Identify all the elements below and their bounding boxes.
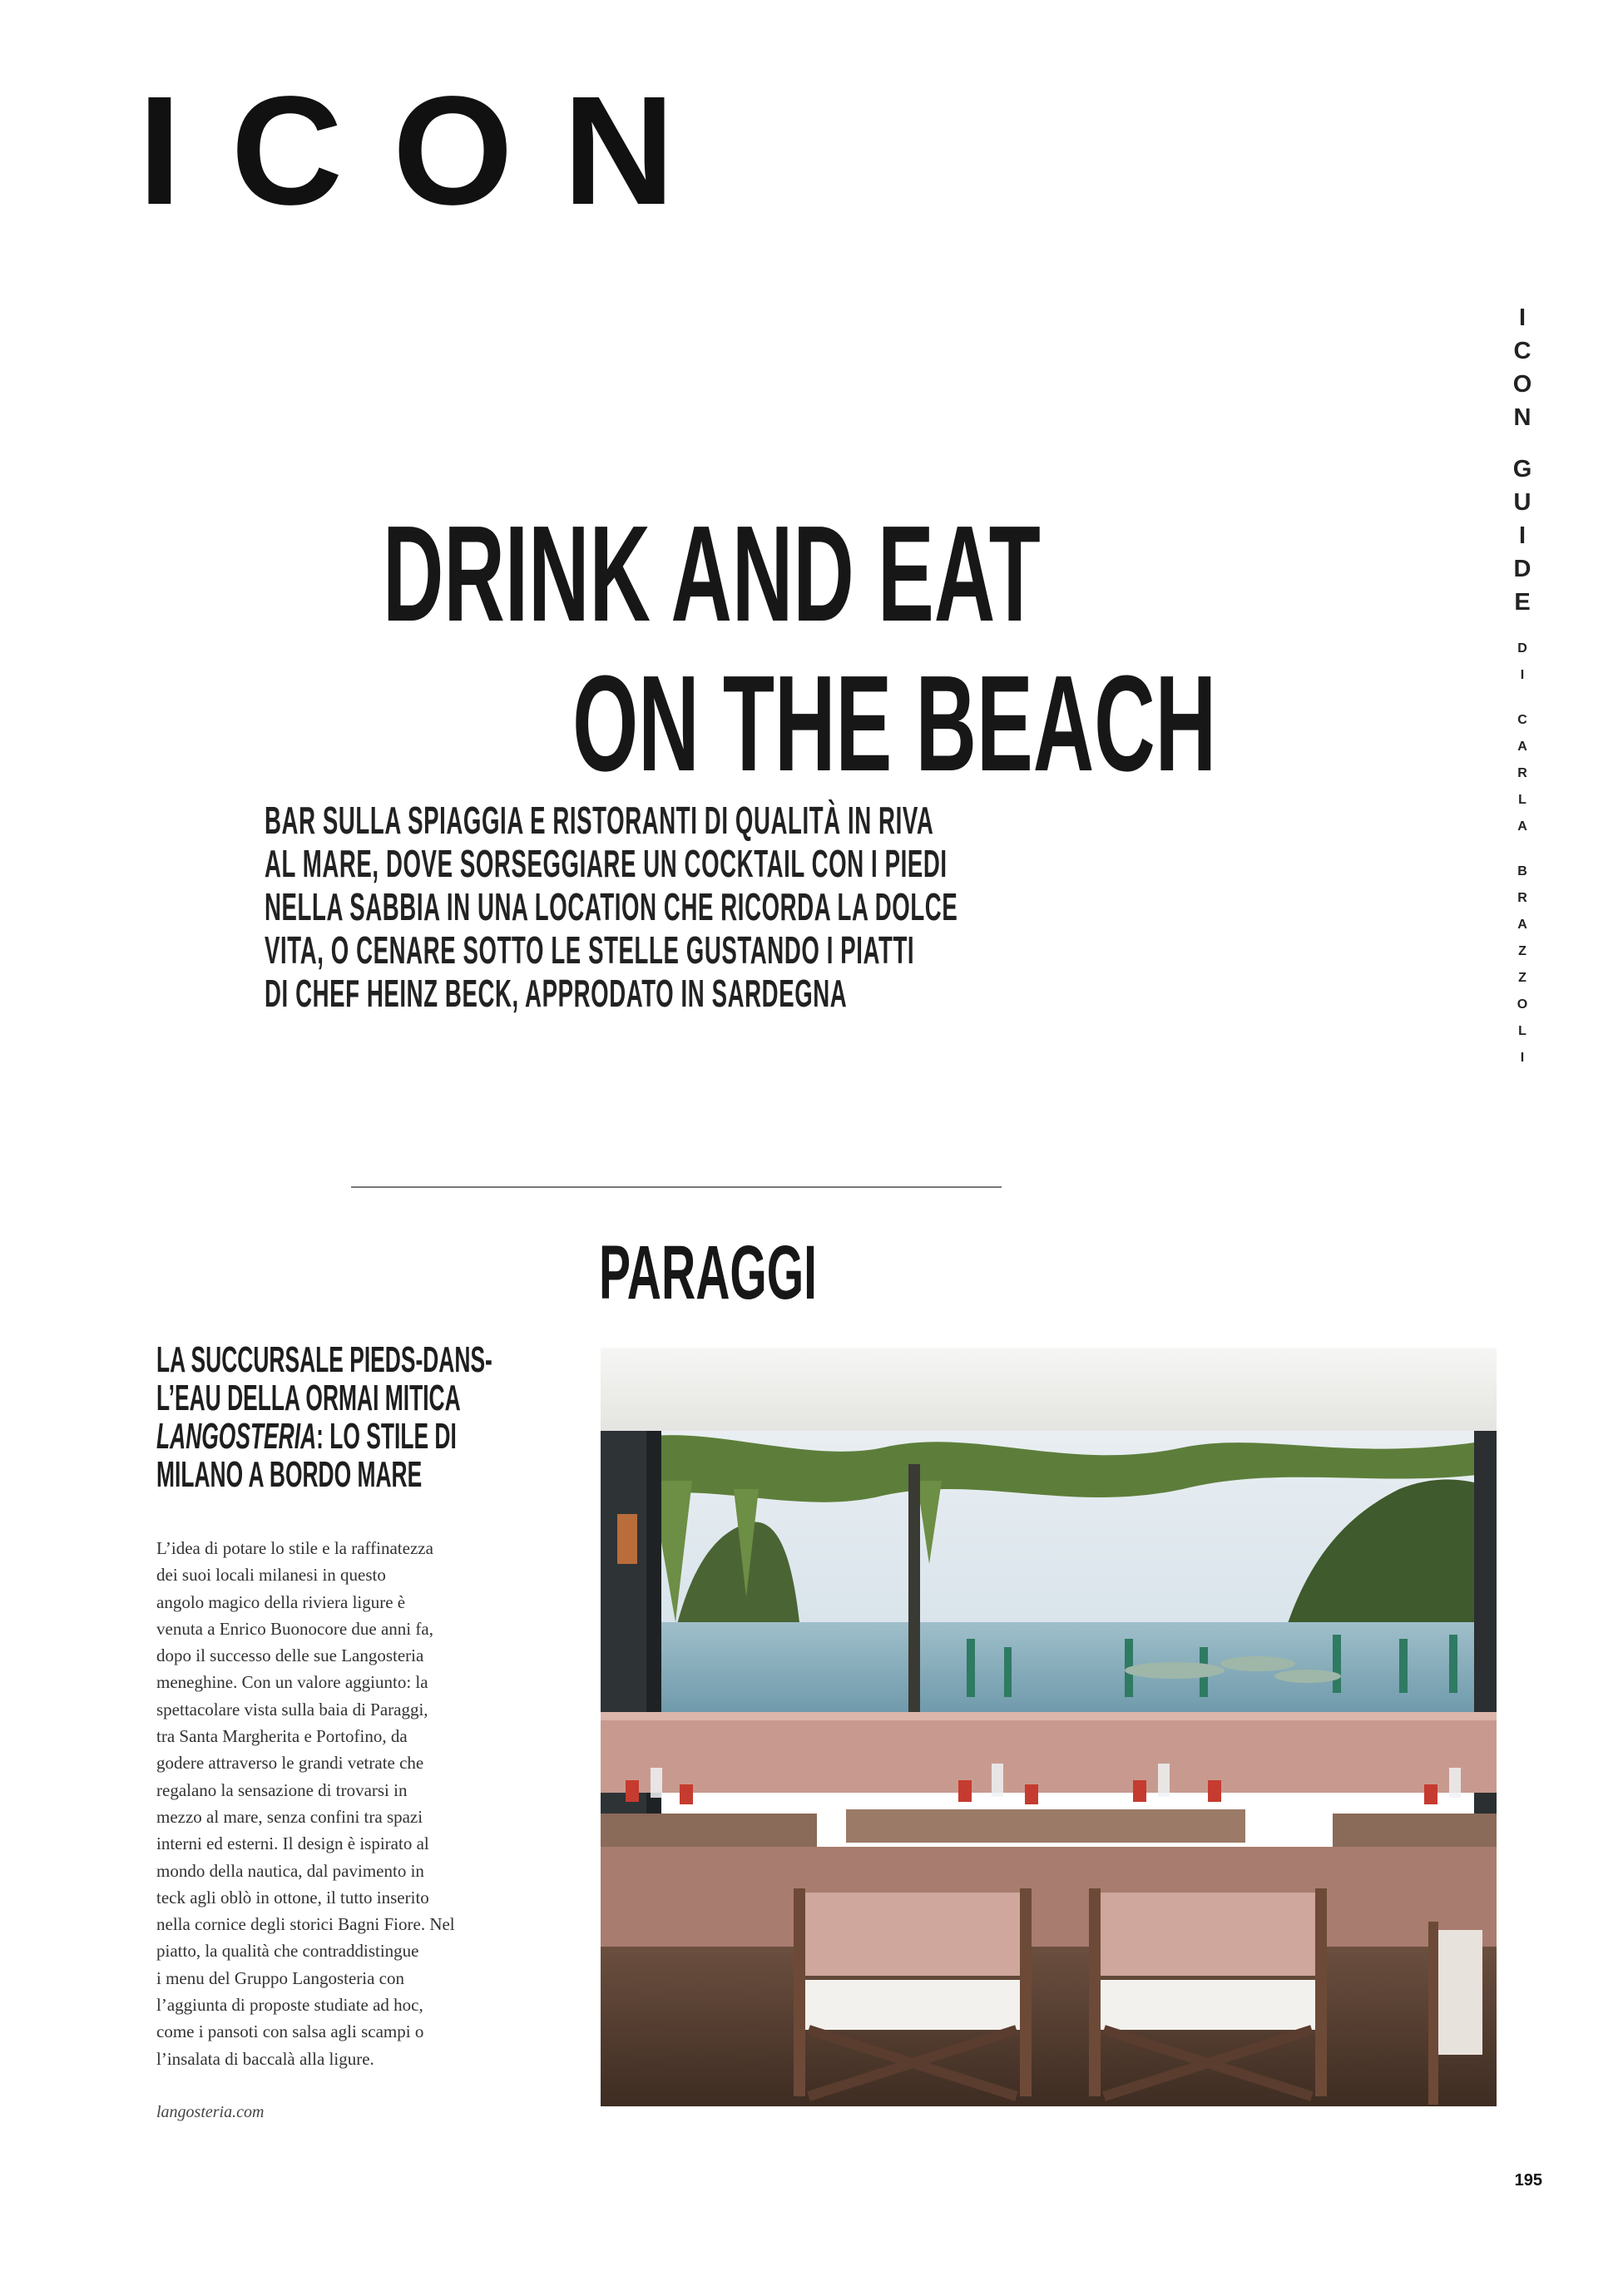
byline-letter: O (1517, 997, 1528, 1012)
side-letter: G (1512, 456, 1532, 482)
body-line: come i pansoti con salsa agli scampi o (156, 2021, 424, 2042)
intro-line: DI CHEF HEINZ BECK, APPRODATO IN SARDEGNA (265, 972, 848, 1015)
byline-letter: A (1517, 740, 1527, 754)
byline-letter: Z (1518, 944, 1527, 958)
section-title: PARAGGI (599, 1230, 817, 1315)
body-line: l’insalata di baccalà alla ligure. (156, 2048, 374, 2069)
body-copy (156, 1535, 547, 2072)
byline-letter: I (1520, 668, 1525, 682)
byline-letter: L (1518, 793, 1527, 807)
side-letter: I (1518, 304, 1527, 331)
lede-line: L’EAU DELLA ORMAI MITICA (156, 1378, 461, 1418)
page-number: 195 (1514, 2171, 1542, 2190)
byline-letter: A (1517, 819, 1527, 834)
banquette-top (601, 1712, 1497, 1720)
table-center (846, 1809, 1245, 1843)
magazine-masthead: ICON (138, 65, 725, 237)
lede-line (156, 1418, 556, 1456)
intro-line: BAR SULLA SPIAGGIA E RISTORANTI DI QUALITÀ IN RIVA (265, 799, 934, 842)
body-line: dei suoi locali milanesi in questo (156, 1565, 386, 1586)
byline-letter: I (1520, 1051, 1525, 1065)
table-right (1333, 1814, 1497, 1847)
byline-letter: A (1517, 918, 1527, 932)
side-letter: O (1512, 371, 1532, 398)
body-line: interni ed esterni. Il design è ispirato al (156, 1833, 429, 1854)
section-divider (351, 1186, 1002, 1188)
body-line: nella cornice degli storici Bagni Fiore. Nel (156, 1914, 455, 1935)
lede-restaurant-name: LANGOSTERIA (156, 1416, 317, 1457)
restaurant-photo (601, 1348, 1497, 2106)
vertical-section-label (1510, 306, 1535, 1078)
article-intro (265, 799, 1063, 1015)
lede-line: LA SUCCURSALE PIEDS-DANS- (156, 1339, 492, 1380)
lantern (617, 1514, 637, 1564)
body-line: l’aggiunta di proposte studiate ad hoc, (156, 1995, 423, 2016)
body-line: spettacolare vista sulla baia di Paraggi, (156, 1699, 428, 1720)
body-line: mondo della nautica, dal pavimento in (156, 1860, 424, 1881)
body-line: meneghine. Con un valore aggiunto: la (156, 1672, 428, 1693)
section-lede (156, 1341, 556, 1494)
body-line: regalano la sensazione di trovarsi in (156, 1779, 408, 1800)
byline-letter: R (1517, 891, 1527, 905)
body-line: teck agli oblò in ottone, il tutto inserito (156, 1887, 429, 1908)
body-line: venuta a Enrico Buonocore due anni fa, (156, 1618, 433, 1639)
intro-line: NELLA SABBIA IN UNA LOCATION CHE RICORDA LA DOLCE (265, 885, 958, 928)
side-letter: I (1518, 522, 1527, 549)
byline-letter: R (1517, 766, 1527, 780)
headline-line: DRINK AND EAT (383, 497, 1041, 650)
body-line: tra Santa Margherita e Portofino, da (156, 1726, 408, 1747)
body-line: angolo magico della riviera ligure è (156, 1591, 406, 1612)
lede-text: : LO STILE DI (316, 1416, 457, 1457)
byline-letter: L (1518, 1024, 1527, 1038)
table-left (601, 1814, 817, 1847)
side-letter: E (1514, 589, 1531, 616)
deck-floor (601, 1947, 1497, 2106)
byline-letter: Z (1518, 971, 1527, 985)
sea (601, 1622, 1497, 1714)
body-line: i menu del Gruppo Langosteria con (156, 1967, 404, 1988)
intro-line: AL MARE, DOVE SORSEGGIARE UN COCKTAIL CON I PIEDI (265, 842, 948, 885)
body-line: dopo il successo delle sue Langosteria (156, 1645, 424, 1666)
website-link[interactable]: langosteria.com (156, 2103, 265, 2121)
awning (601, 1348, 1497, 1431)
side-letter: U (1513, 489, 1531, 516)
lede-line: MILANO A BORDO MARE (156, 1454, 423, 1495)
side-letter: C (1513, 338, 1531, 364)
terrace-illustration (601, 1348, 1497, 2106)
byline-letter: D (1517, 641, 1527, 656)
body-line: piatto, la qualità che contraddistingue (156, 1941, 419, 1962)
byline-letter: B (1517, 864, 1527, 878)
middle-post (908, 1464, 920, 1730)
intro-line: VITA, O CENARE SOTTO LE STELLE GUSTANDO I PIATTI (265, 928, 915, 972)
headline-line: ON THE BEACH (572, 647, 1217, 799)
banquette (601, 1714, 1497, 1793)
byline-letter: C (1517, 713, 1527, 727)
body-line: mezzo al mare, senza confini tra spazi (156, 1806, 423, 1827)
body-line: godere attraverso le grandi vetrate che (156, 1753, 424, 1774)
side-letter: D (1513, 556, 1531, 582)
table-skirts (601, 1847, 1497, 1947)
body-line: L’idea di potare lo stile e la raffinatezza (156, 1538, 433, 1558)
article-headline (383, 497, 1217, 799)
side-letter: N (1513, 404, 1531, 431)
